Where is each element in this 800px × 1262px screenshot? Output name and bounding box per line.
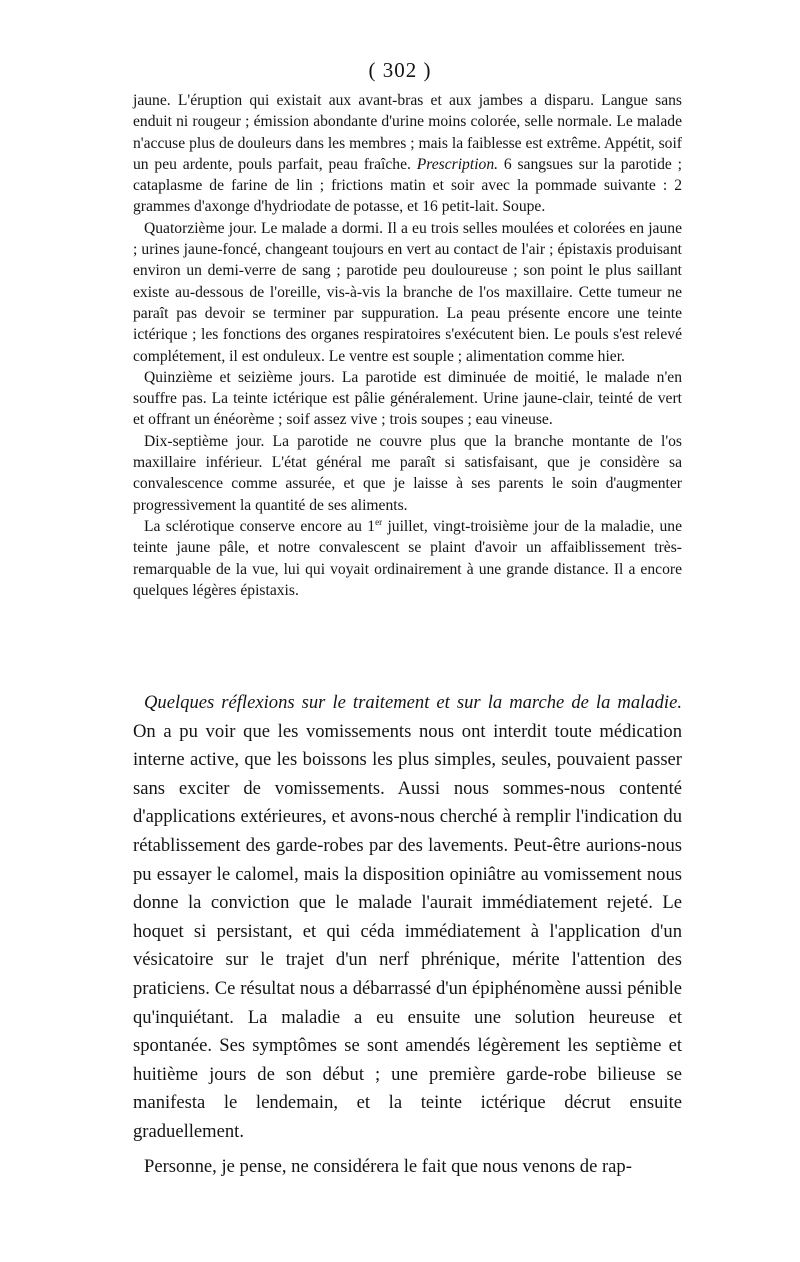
- observation-paragraph-day-15-16: Quinzième et seizième jours. La parotide est diminuée de moitié, le malade n'en souffre pas. La teinte ictérique est pâlie généralement. Urine jaune-clair, teinté de vert et offrant un énéorème ; soif assez vive ; trois soupes ; eau vineuse.: [133, 368, 682, 429]
- page-number: ( 302 ): [368, 58, 432, 82]
- observation-paragraph-day-13: [133, 90, 682, 218]
- prescription-label: Prescription.: [416, 155, 499, 173]
- observation-paragraph-day-14: Quatorzième jour. Le malade a dormi. Il a eu trois selles moulées et colorées en jaune ; urines jaune-foncé, changeant toujours en vert au contact de l'air ; épistaxis produisant environ un demi-verre de sang ; parotide peu douloureuse ; son point le plus saillant existe au-dessous de l'oreille, vis-à-vis la branche de l'os maxillaire. Cette tumeur ne paraît pas devoir se terminer par suppuration. La peau présente encore une teinte ictérique ; les fonctions des organes respiratoires s'exécutent bien. Le pouls s'est relevé complétement, il est onduleux. Le ventre est souple ; alimentation comme hier.: [133, 219, 682, 365]
- prescription-text: 6 sangsues sur la parotide ; cataplasme de farine de lin ; frictions matin et soir avec la pommade suivante : 2 grammes d'axonge d'hydriodate de potasse, et 16 petit-lait. Soupe.: [133, 155, 682, 216]
- closing-paragraph: Personne, je pense, ne considérera le fait que nous venons de rap-: [144, 1155, 632, 1177]
- reflections-heading: Quelques réflexions sur le traitement et sur la marche de la maladie.: [144, 692, 682, 713]
- july-text-end: juillet, vingt-troisième jour de la maladie, une teinte jaune pâle, et notre convalescent se plaint d'avoir un affaiblissement très-remarquable de la vue, lui qui voyait ordinairement à une grande distance. Il a encore quelques légères épistaxis.: [133, 517, 682, 599]
- observation-block: [133, 90, 682, 601]
- ordinal-superscript: er: [375, 516, 383, 527]
- july-text-start: La sclérotique conserve encore au 1: [144, 517, 376, 535]
- observation-paragraph-july: [133, 516, 682, 601]
- reflections-block: [133, 689, 682, 1181]
- observation-text: jaune. L'éruption qui existait aux avant-bras et aux jambes a disparu. Langue sans enduit ni rougeur ; émission abondante d'urine moins colorée, selle normale. Le malade n'accuse plus de douleurs dans les membres ; mais la faiblesse est extrême. Appétit, soif un peu ardente, pouls parfait, peau fraîche.: [133, 92, 682, 173]
- reflections-text: On a pu voir que les vomissements nous ont interdit toute médication interne active, que les boissons les plus simples, seules, pouvaient passer sans exciter de vomissements. Aussi nous sommes-nous contenté d'applications extérieures, et avons-nous cherché à remplir l'indication du rétablissement des garde-robes par des lavements. Peut-être aurions-nous pu essayer le calomel, mais la disposition opiniâtre au vomissement nous donne la conviction que le malade l'aurait immédiatement rejeté. Le hoquet si persistant, et qui céda immédiatement à l'application d'un vésicatoire sur le trajet d'un nerf phrénique, mérite l'attention des praticiens. Ce résultat nous a débarrassé d'un épiphénomène aussi pénible qu'inquiétant. La maladie a eu ensuite une solution heureuse et spontanée. Ses symptômes se sont amendés légèrement les septième et huitième jours de son début ; une première garde-robe bilieuse se manifesta le lendemain, et la teinte ictérique décrut ensuite graduellement.: [133, 720, 682, 1142]
- reflections-paragraph: [133, 689, 682, 1147]
- observation-paragraph-day-17: Dix-septième jour. La parotide ne couvre plus que la branche montante de l'os maxillaire inférieur. L'état général me paraît si satisfaisant, que je considère sa convalescence comme assurée, et que je laisse à ses parents le soin d'augmenter progressivement la quantité de ses aliments.: [133, 432, 682, 514]
